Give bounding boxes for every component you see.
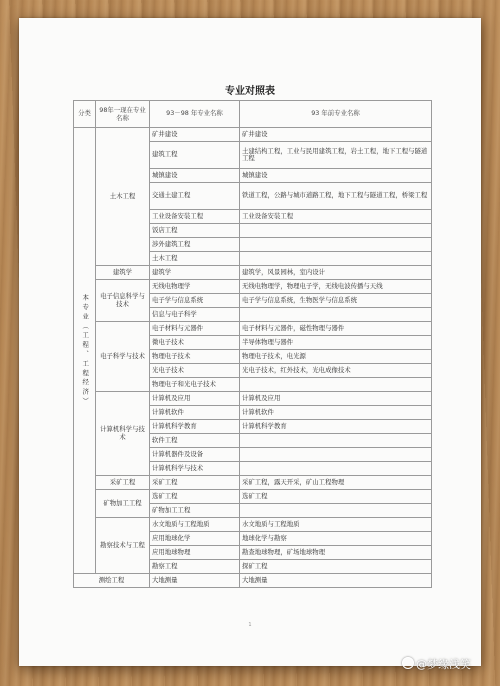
- table-row: [74, 490, 432, 504]
- table-row: [74, 280, 432, 294]
- major-pre-93-cell: 采矿工程，露天开采，矿山工程物理: [240, 476, 432, 490]
- watermark-text: @梦缘浅笑: [416, 658, 471, 671]
- major-93-98-cell: 应用地球化学: [150, 532, 240, 546]
- table-row: [74, 574, 432, 588]
- major-pre-93-cell: 半导体物理与器件: [240, 336, 432, 350]
- major-pre-93-cell: 电子材料与元器件，磁性物理与器件: [240, 322, 432, 336]
- table-row: [74, 266, 432, 280]
- major-pre-93-cell: [240, 504, 432, 518]
- major-93-98-cell: 电子材料与元器件: [150, 322, 240, 336]
- major-93-98-cell: 矿井建设: [150, 128, 240, 142]
- table-row: [74, 392, 432, 406]
- major-pre-93-cell: [240, 378, 432, 392]
- major-comparison-table: [73, 100, 432, 588]
- major-pre-93-cell: 地球化学与勘察: [240, 532, 432, 546]
- major-93-98-cell: 大地测量: [150, 574, 240, 588]
- page-title: 专业对照表: [225, 86, 275, 97]
- major-93-98-cell: 软件工程: [150, 434, 240, 448]
- major-93-98-cell: 计算机软件: [150, 406, 240, 420]
- major-pre-93-cell: 电子学与信息系统，生物医学与信息系统: [240, 294, 432, 308]
- major-pre-93-cell: 光电子技术，红外技术，光电成像技术: [240, 364, 432, 378]
- major-93-98-cell: 信息与电子科学: [150, 308, 240, 322]
- major-93-98-cell: 无线电物理学: [150, 280, 240, 294]
- major-93-98-cell: 计算机科学教育: [150, 420, 240, 434]
- major-93-98-cell: 勘察工程: [150, 560, 240, 574]
- table-row: [74, 322, 432, 336]
- header-pre-93-major: 93 年前专业名称: [240, 101, 432, 128]
- major-93-98-cell: 采矿工程: [150, 476, 240, 490]
- table-row: [74, 128, 432, 142]
- major-93-98-cell: 应用地球物理: [150, 546, 240, 560]
- major-93-98-cell: 计算机及应用: [150, 392, 240, 406]
- current-major-cell: 电子科学与技术: [96, 322, 150, 392]
- major-pre-93-cell: 城镇建设: [240, 169, 432, 183]
- current-major-cell: 建筑学: [96, 266, 150, 280]
- major-93-98-cell: 交通土建工程: [150, 183, 240, 210]
- major-pre-93-cell: 勘查地球物理，矿场地球物理: [240, 546, 432, 560]
- header-93-98-major: 93－98 年专业名称: [150, 101, 240, 128]
- major-pre-93-cell: 计算机软件: [240, 406, 432, 420]
- major-pre-93-cell: [240, 252, 432, 266]
- major-pre-93-cell: 矿井建设: [240, 128, 432, 142]
- major-pre-93-cell: 计算机科学教育: [240, 420, 432, 434]
- document-page: [19, 18, 481, 666]
- current-major-cell: 电子信息科学与技术: [96, 280, 150, 322]
- major-pre-93-cell: [240, 448, 432, 462]
- major-pre-93-cell: 建筑学，风景园林，室内设计: [240, 266, 432, 280]
- major-pre-93-cell: 土建结构工程，工业与民用建筑工程，岩土工程，地下工程与隧道工程: [240, 142, 432, 169]
- major-pre-93-cell: 物理电子技术，电光源: [240, 350, 432, 364]
- current-major-cell: 采矿工程: [96, 476, 150, 490]
- major-93-98-cell: 工业设备安装工程: [150, 210, 240, 224]
- major-93-98-cell: 饭店工程: [150, 224, 240, 238]
- header-category: 分类: [74, 101, 96, 128]
- major-pre-93-cell: [240, 462, 432, 476]
- table-row: [74, 518, 432, 532]
- current-major-cell: 勘察技术与工程: [96, 518, 150, 574]
- major-pre-93-cell: 水文地质与工程地质: [240, 518, 432, 532]
- last-category-cell: 测绘工程: [74, 574, 150, 588]
- major-pre-93-cell: [240, 224, 432, 238]
- major-pre-93-cell: 无线电物理学，物理电子学，无线电波传播与天线: [240, 280, 432, 294]
- major-93-98-cell: 选矿工程: [150, 490, 240, 504]
- major-93-98-cell: 城镇建设: [150, 169, 240, 183]
- major-93-98-cell: 建筑工程: [150, 142, 240, 169]
- major-pre-93-cell: 选矿工程: [240, 490, 432, 504]
- major-pre-93-cell: 计算机及应用: [240, 392, 432, 406]
- major-pre-93-cell: [240, 238, 432, 252]
- major-93-98-cell: 水文地质与工程地质: [150, 518, 240, 532]
- major-pre-93-cell: 铁道工程，公路与城市道路工程，地下工程与隧道工程，桥梁工程: [240, 183, 432, 210]
- weibo-logo-icon: [402, 657, 414, 669]
- major-93-98-cell: 计算机科学与技术: [150, 462, 240, 476]
- page-number: 1: [248, 622, 252, 628]
- major-93-98-cell: 物理电子技术: [150, 350, 240, 364]
- major-pre-93-cell: [240, 308, 432, 322]
- watermark: [402, 656, 471, 672]
- category-cell: 本专业（工程、工程经济）: [74, 128, 96, 574]
- major-93-98-cell: 建筑学: [150, 266, 240, 280]
- major-93-98-cell: 物理电子和光电子技术: [150, 378, 240, 392]
- major-93-98-cell: 光电子技术: [150, 364, 240, 378]
- current-major-cell: 土木工程: [96, 128, 150, 266]
- major-pre-93-cell: [240, 434, 432, 448]
- major-pre-93-cell: 大地测量: [240, 574, 432, 588]
- current-major-cell: 计算机科学与技术: [96, 392, 150, 476]
- table-row: [74, 476, 432, 490]
- major-93-98-cell: 涉外建筑工程: [150, 238, 240, 252]
- major-pre-93-cell: 工业设备安装工程: [240, 210, 432, 224]
- major-93-98-cell: 土木工程: [150, 252, 240, 266]
- current-major-cell: 矿物加工工程: [96, 490, 150, 518]
- major-93-98-cell: 电子学与信息系统: [150, 294, 240, 308]
- major-93-98-cell: 计算机器件及设备: [150, 448, 240, 462]
- major-93-98-cell: 矿物加工工程: [150, 504, 240, 518]
- major-pre-93-cell: 探矿工程: [240, 560, 432, 574]
- header-current-major: 98年一现在专业名称: [96, 101, 150, 128]
- table-header-row: [74, 101, 432, 128]
- major-93-98-cell: 微电子技术: [150, 336, 240, 350]
